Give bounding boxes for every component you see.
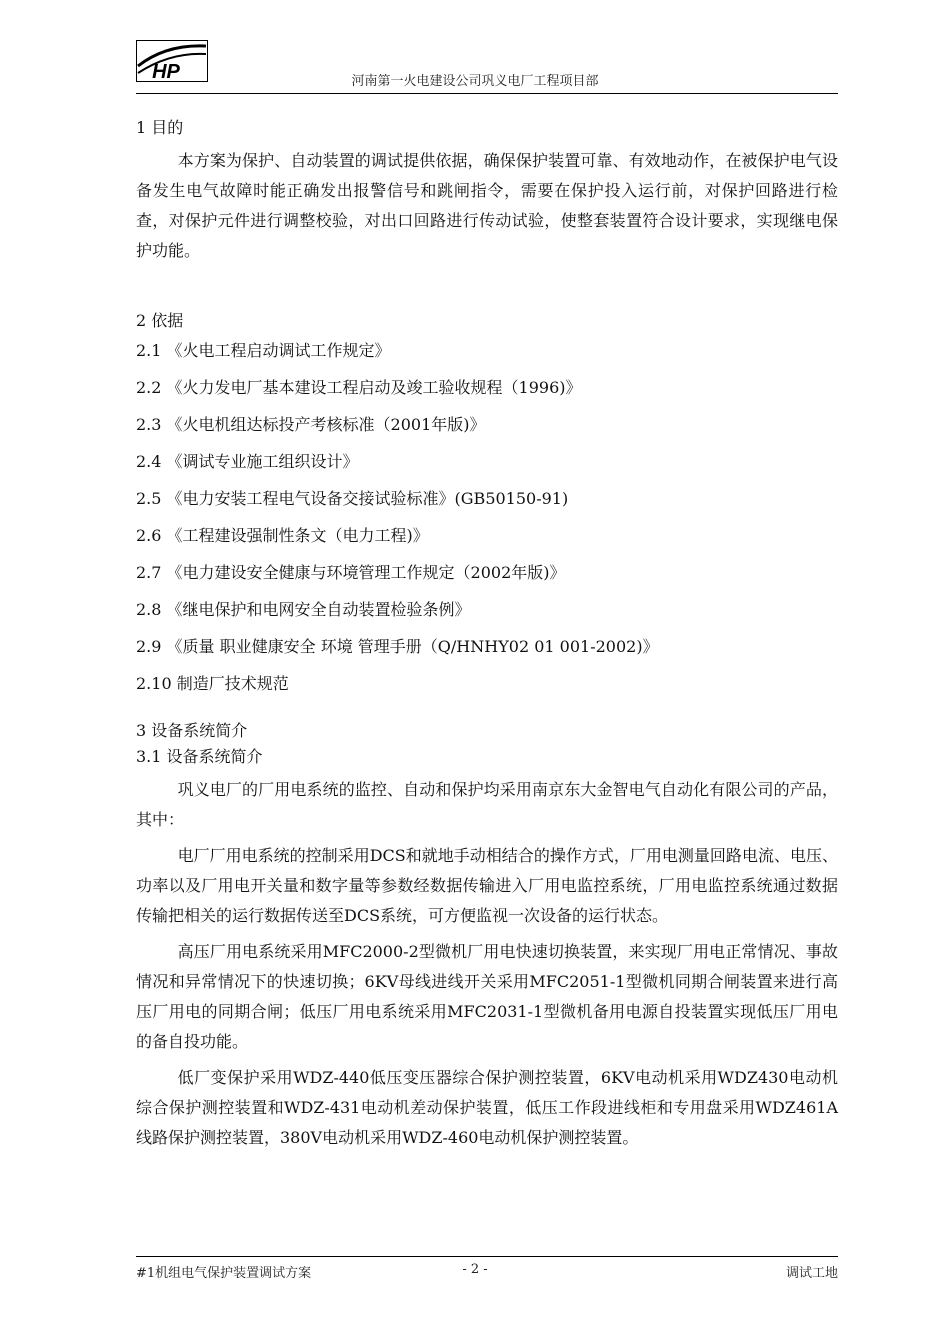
section-2-title: 2 依据	[136, 311, 184, 330]
footer-site: 调试工地	[785, 1266, 838, 1281]
reference-item: 2.8 《继电保护和电网安全自动装置检验条例》	[136, 600, 471, 619]
footer-divider	[136, 1256, 838, 1257]
svg-text:HP: HP	[152, 61, 180, 82]
section-3-paragraph: 巩义电厂的厂用电系统的监控、自动和保护均采用南京东大金智电气自动化有限公司的产品，其中：	[136, 780, 838, 829]
reference-item: 2.6 《工程建设强制性条文（电力工程)》	[136, 526, 429, 545]
section-3-title: 3 设备系统简介	[136, 721, 248, 740]
section-1-title: 1 目的	[136, 118, 184, 137]
section-3-paragraph: 低厂变保护采用WDZ-440低压变压器综合保护测控装置，6KV电动机采用WDZ430电动机综合保护测控装置和WDZ-431电动机差动保护装置，低压工作段进线柜和专用盘采用WDZ461A线路保护测控装置，380V电动机采用WDZ-460电动机保护测控装置。	[136, 1068, 838, 1147]
reference-item: 2.10 制造厂技术规范	[136, 674, 289, 693]
section-1-paragraph: 本方案为保护、自动装置的调试提供依据，确保保护装置可靠、有效地动作，在被保护电气设备发生电气故障时能正确发出报警信号和跳闸指令，需要在保护投入运行前，对保护回路进行检查，对保护元件进行调整校验，对出口回路进行传动试验，使整套装置符合设计要求，实现继电保护功能。	[136, 151, 838, 260]
reference-item: 2.1 《火电工程启动调试工作规定》	[136, 341, 391, 360]
reference-item: 2.7 《电力建设安全健康与环境管理工作规定（2002年版)》	[136, 563, 566, 582]
reference-item: 2.4 《调试专业施工组织设计》	[136, 452, 359, 471]
reference-item: 2.2 《火力发电厂基本建设工程启动及竣工验收规程（1996)》	[136, 378, 582, 397]
section-3-paragraph: 电厂厂用电系统的控制采用DCS和就地手动相结合的操作方式，厂用电测量回路电流、电压、功率以及厂用电开关量和数字量等参数经数据传输进入厂用电监控系统，厂用电监控系统通过数据传输把相关的运行数据传送至DCS系统，可方便监视一次设备的运行状态。	[136, 846, 838, 925]
page-number: - 2 -	[462, 1262, 488, 1277]
document-body	[136, 116, 838, 1153]
section-3-1-title: 3.1 设备系统简介	[136, 747, 263, 766]
header-divider	[136, 93, 838, 94]
footer-doc-title: #1机组电气保护装置调试方案	[136, 1266, 312, 1281]
section-3-paragraph: 高压厂用电系统采用MFC2000-2型微机厂用电快速切换装置，来实现厂用电正常情况、事故情况和异常情况下的快速切换；6KV母线进线开关采用MFC2051-1型微机同期合闸装置来进行高压厂用电的同期合闸；低压厂用电系统采用MFC2031-1型微机备用电源自投装置实现低压厂用电的备自投功能。	[136, 942, 838, 1051]
reference-item: 2.5 《电力安装工程电气设备交接试验标准》(GB50150-91)	[136, 489, 569, 508]
header-org: 河南第一火电建设公司巩义电厂工程项目部	[351, 74, 599, 89]
reference-item: 2.9 《质量 职业健康安全 环境 管理手册（Q/HNHY02 01 001-2002)》	[136, 637, 659, 656]
reference-item: 2.3 《火电机组达标投产考核标准（2001年版)》	[136, 415, 486, 434]
